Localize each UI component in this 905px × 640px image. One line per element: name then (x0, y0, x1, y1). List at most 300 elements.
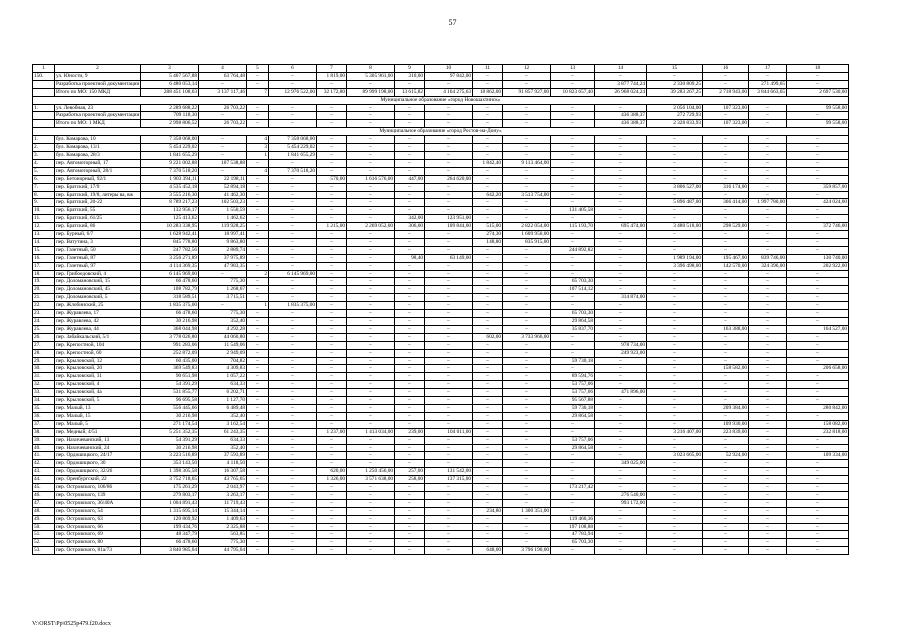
row-number-cell: 17. (33, 262, 55, 270)
value-cell: – (595, 175, 647, 183)
value-cell: – (347, 333, 395, 341)
value-cell: 3 162,54 (199, 420, 247, 428)
value-cell: 91 857 927,00 (503, 88, 551, 96)
value-cell: 30 216,98 (141, 444, 199, 452)
value-cell: – (317, 420, 347, 428)
table-row (33, 207, 849, 215)
value-cell: 15 344,14 (199, 507, 247, 515)
value-cell: 978 734,00 (595, 341, 647, 349)
value-cell: – (247, 286, 269, 294)
value-cell: – (347, 436, 395, 444)
value-cell: 372 746,00 (787, 223, 849, 231)
value-cell: – (269, 254, 317, 262)
value-cell: – (395, 144, 425, 152)
row-number-cell: 35. (33, 404, 55, 412)
row-number-cell: 43. (33, 468, 55, 476)
address-cell: пер. Бетонорный, 92/1 (55, 175, 141, 183)
value-cell: 5 305 961,00 (347, 72, 395, 80)
column-number: 15 (647, 65, 703, 73)
value-cell: 223 839,00 (703, 428, 749, 436)
row-number-cell: 32. (33, 381, 55, 389)
value-cell: – (703, 286, 749, 294)
value-cell: 369 549,83 (141, 365, 199, 373)
value-cell: – (749, 397, 787, 405)
row-number-cell: 28. (33, 349, 55, 357)
value-cell: – (595, 333, 647, 341)
value-cell: – (395, 341, 425, 349)
value-cell: – (749, 294, 787, 302)
value-cell: – (473, 151, 503, 159)
value-cell: – (647, 333, 703, 341)
row-number-cell: 51. (33, 531, 55, 539)
address-cell: пер. Газетный, 97 (55, 262, 141, 270)
value-cell: – (347, 444, 395, 452)
value-cell: – (503, 246, 551, 254)
value-cell: – (473, 270, 503, 278)
section-title: Муниципальное образование «город Ростов-на-Дону» (33, 128, 849, 136)
value-cell: – (503, 389, 551, 397)
value-cell: – (787, 539, 849, 547)
address-cell: пер. Ватутина, 3 (55, 238, 141, 246)
table-row (33, 310, 849, 318)
value-cell: 61 243,35 (199, 428, 247, 436)
value-cell: – (317, 444, 347, 452)
table-row (33, 484, 849, 492)
row-number-cell: 46. (33, 491, 55, 499)
value-cell: 63 149,00 (425, 254, 473, 262)
value-cell: – (269, 104, 317, 112)
address-cell: пер. Крыловской, 12 (55, 357, 141, 365)
section-header-row (33, 96, 849, 104)
value-cell: – (395, 412, 425, 420)
value-cell: – (551, 365, 595, 373)
value-cell: – (269, 523, 317, 531)
value-cell: – (247, 523, 269, 531)
value-cell: – (749, 491, 787, 499)
value-cell: – (787, 144, 849, 152)
value-cell: – (247, 491, 269, 499)
value-cell: 4 118,50 (199, 460, 247, 468)
value-cell: – (749, 436, 787, 444)
value-cell: – (269, 515, 317, 523)
value-cell: – (595, 420, 647, 428)
value-cell: – (551, 199, 595, 207)
value-cell: – (749, 159, 787, 167)
value-cell: – (425, 373, 473, 381)
value-cell: – (247, 381, 269, 389)
value-cell: 1 315 695,14 (141, 507, 199, 515)
value-cell: – (647, 215, 703, 223)
value-cell: – (787, 499, 849, 507)
value-cell: 44 795,04 (199, 547, 247, 555)
value-cell: – (395, 404, 425, 412)
value-cell: – (787, 238, 849, 246)
value-cell: 1 835 375,00 (269, 302, 317, 310)
value-cell: – (703, 531, 749, 539)
value-cell: – (395, 373, 425, 381)
value-cell: – (703, 318, 749, 326)
row-number-cell: 34. (33, 397, 55, 405)
value-cell: – (347, 80, 395, 88)
row-number-cell: 40. (33, 444, 55, 452)
value-cell: – (473, 318, 503, 326)
value-cell: 52 924,00 (703, 452, 749, 460)
value-cell: – (247, 515, 269, 523)
value-cell: 5 896 487,00 (647, 199, 703, 207)
value-cell: – (269, 491, 317, 499)
value-cell: 3 840 985,04 (141, 547, 199, 555)
value-cell: 107 323,00 (703, 104, 749, 112)
value-cell: – (269, 278, 317, 286)
value-cell: 53 757,06 (551, 436, 595, 444)
value-cell: – (647, 444, 703, 452)
value-cell: – (703, 159, 749, 167)
value-cell: – (269, 547, 317, 555)
value-cell: – (395, 310, 425, 318)
value-cell: – (317, 412, 347, 420)
value-cell: – (317, 373, 347, 381)
value-cell: 845 778,80 (141, 238, 199, 246)
value-cell: – (317, 531, 347, 539)
value-cell: 279 803,17 (141, 491, 199, 499)
value-cell: – (551, 215, 595, 223)
address-cell: пер. Островского, 36/40А (55, 499, 141, 507)
value-cell: 349 025,00 (595, 460, 647, 468)
table-row (33, 159, 849, 167)
value-cell: – (787, 460, 849, 468)
value-cell: – (647, 389, 703, 397)
value-cell: – (425, 80, 473, 88)
value-cell: – (787, 207, 849, 215)
value-cell: – (749, 373, 787, 381)
value-cell: – (395, 507, 425, 515)
value-cell: – (425, 412, 473, 420)
value-cell: – (317, 238, 347, 246)
column-number: 18 (787, 65, 849, 73)
value-cell: – (395, 246, 425, 254)
value-cell: – (247, 175, 269, 183)
value-cell: – (247, 294, 269, 302)
value-cell: 109 844,00 (425, 223, 473, 231)
value-cell: 272 729,93 (647, 112, 703, 120)
value-cell: 5 454 229,02 (141, 144, 199, 152)
table-row (33, 120, 849, 128)
value-cell: – (595, 397, 647, 405)
value-cell: 107 323,00 (703, 120, 749, 128)
column-number: 10 (425, 65, 473, 73)
value-cell: 29 864,58 (551, 412, 595, 420)
value-cell: – (595, 286, 647, 294)
row-number-cell: 39. (33, 436, 55, 444)
row-number-cell: 18. (33, 270, 55, 278)
value-cell: – (503, 404, 551, 412)
value-cell: – (551, 183, 595, 191)
address-cell: пер. Жлобинский, 25 (55, 302, 141, 310)
row-number-cell: 7. (33, 183, 55, 191)
value-cell: – (269, 159, 317, 167)
value-cell: – (347, 246, 395, 254)
value-cell: – (247, 318, 269, 326)
value-cell: 1 550,59 (199, 207, 247, 215)
value-cell: – (317, 404, 347, 412)
value-cell: 99 558,00 (787, 120, 849, 128)
value-cell: – (703, 238, 749, 246)
value-cell: – (595, 144, 647, 152)
row-number-cell: 41. (33, 452, 55, 460)
value-cell: – (595, 507, 647, 515)
value-cell: – (395, 294, 425, 302)
value-cell: 436 388,37 (595, 120, 647, 128)
value-cell: 5 454 229,02 (269, 144, 317, 152)
value-cell: 6 480 053,14 (141, 80, 199, 88)
value-cell: 60 435,00 (141, 357, 199, 365)
value-cell: – (595, 547, 647, 555)
value-cell: 108 782,79 (141, 286, 199, 294)
row-number-cell: 37. (33, 420, 55, 428)
value-cell: – (395, 262, 425, 270)
value-cell: – (247, 341, 269, 349)
value-cell: 839 746,00 (749, 254, 787, 262)
value-cell: 1 004 891,43 (141, 499, 199, 507)
table-row (33, 531, 849, 539)
value-cell: – (787, 476, 849, 484)
row-number-cell: 4. (33, 159, 55, 167)
value-cell: 247 782,56 (141, 246, 199, 254)
table-row (33, 112, 849, 120)
address-cell: пер. Нахичеванский, 13 (55, 436, 141, 444)
value-cell: – (749, 151, 787, 159)
value-cell: – (425, 278, 473, 286)
value-cell: – (317, 318, 347, 326)
row-number-cell: 49. (33, 515, 55, 523)
value-cell: – (395, 278, 425, 286)
value-cell: – (347, 215, 395, 223)
value-cell: – (347, 159, 395, 167)
value-cell: 2 289 688,22 (141, 104, 199, 112)
value-cell: – (595, 428, 647, 436)
address-cell: пер. Грибоедовский, 4 (55, 270, 141, 278)
value-cell: – (247, 499, 269, 507)
address-cell: пер. Островского, 81а/73 (55, 547, 141, 555)
value-cell: – (247, 310, 269, 318)
value-cell: – (503, 397, 551, 405)
value-cell: – (347, 539, 395, 547)
value-cell: – (703, 167, 749, 175)
value-cell: – (269, 333, 317, 341)
value-cell: – (317, 254, 347, 262)
table-row (33, 231, 849, 239)
address-cell: бул. Комарова, 10 (55, 136, 141, 144)
value-cell: 352,40 (199, 412, 247, 420)
value-cell: – (425, 523, 473, 531)
value-cell: – (749, 444, 787, 452)
value-cell: – (703, 444, 749, 452)
value-cell: – (425, 294, 473, 302)
value-cell: – (787, 294, 849, 302)
value-cell: 9 221 002,88 (141, 159, 199, 167)
value-cell: 1 616 576,00 (347, 175, 395, 183)
value-cell: – (269, 80, 317, 88)
value-cell: – (317, 159, 347, 167)
value-cell: 1 300 351,00 (503, 507, 551, 515)
value-cell: – (503, 302, 551, 310)
value-cell: – (473, 539, 503, 547)
value-cell: – (749, 310, 787, 318)
address-cell: пер. Братский, 17/9 (55, 183, 141, 191)
value-cell: – (551, 452, 595, 460)
value-cell: – (247, 238, 269, 246)
value-cell: 835 915,00 (503, 238, 551, 246)
value-cell: – (247, 72, 269, 80)
address-cell: пер. Ордошицкого, 24/17 (55, 452, 141, 460)
value-cell: – (503, 531, 551, 539)
value-cell: 3 256 271,89 (141, 254, 199, 262)
value-cell: – (647, 436, 703, 444)
value-cell: – (703, 215, 749, 223)
value-cell: – (787, 412, 849, 420)
value-cell: 52 894,18 (199, 183, 247, 191)
value-cell: – (473, 373, 503, 381)
value-cell: – (703, 547, 749, 555)
value-cell: 131 405,58 (551, 207, 595, 215)
value-cell: – (703, 349, 749, 357)
value-cell: 3 844 663,65 (749, 88, 787, 96)
value-cell: – (473, 452, 503, 460)
value-cell: – (503, 341, 551, 349)
value-cell: – (317, 310, 347, 318)
value-cell: – (473, 112, 503, 120)
value-cell: – (317, 349, 347, 357)
value-cell: – (247, 104, 269, 112)
value-cell: 173 217,42 (551, 484, 595, 492)
address-cell: пер. Малый, 13 (55, 404, 141, 412)
value-cell: – (317, 389, 347, 397)
table-row (33, 397, 849, 405)
value-cell: – (503, 523, 551, 531)
address-cell: Итого по МО: 150 МКД (55, 88, 141, 96)
value-cell: 1 057,22 (199, 373, 247, 381)
value-cell: 96 695,58 (141, 397, 199, 405)
value-cell: – (269, 238, 317, 246)
value-cell: – (199, 112, 247, 120)
value-cell: – (703, 333, 749, 341)
value-cell: – (703, 144, 749, 152)
value-cell: – (347, 499, 395, 507)
value-cell: – (703, 460, 749, 468)
value-cell: – (647, 167, 703, 175)
value-cell: – (247, 397, 269, 405)
value-cell: – (647, 381, 703, 389)
row-number-cell: 16. (33, 254, 55, 262)
value-cell: 22 198,11 (199, 175, 247, 183)
value-cell: – (551, 341, 595, 349)
table-row (33, 499, 849, 507)
value-cell: – (395, 460, 425, 468)
value-cell: – (503, 412, 551, 420)
row-number-cell: 14. (33, 238, 55, 246)
value-cell: – (749, 183, 787, 191)
value-cell: – (395, 159, 425, 167)
row-number-cell: 3. (33, 151, 55, 159)
value-cell: – (647, 412, 703, 420)
table-row (33, 341, 849, 349)
value-cell: 102 503,23 (199, 199, 247, 207)
address-cell: ул. Юности, 9 (55, 72, 141, 80)
value-cell: 197 108,88 (551, 523, 595, 531)
value-cell: – (473, 215, 503, 223)
value-cell: 1 250 456,00 (347, 468, 395, 476)
value-cell: – (425, 452, 473, 460)
row-number-cell: 12. (33, 223, 55, 231)
value-cell: – (787, 515, 849, 523)
value-cell: – (317, 499, 347, 507)
value-cell: 44 060,80 (199, 333, 247, 341)
address-cell: пер. Крыловской, 20 (55, 365, 141, 373)
value-cell: – (395, 531, 425, 539)
value-cell: 1 215,00 (317, 223, 347, 231)
value-cell: – (247, 80, 269, 88)
address-cell: пер. Забайкальский, 5/1 (55, 333, 141, 341)
value-cell: 59 730,18 (551, 404, 595, 412)
value-cell: – (703, 491, 749, 499)
value-cell: 993 172,00 (595, 499, 647, 507)
value-cell: – (269, 325, 317, 333)
value-cell: 202 922,00 (787, 262, 849, 270)
value-cell: – (247, 420, 269, 428)
value-cell: 695 474,00 (595, 223, 647, 231)
value-cell: – (595, 468, 647, 476)
value-cell: – (347, 294, 395, 302)
table-row (33, 104, 849, 112)
row-number-cell: 47. (33, 499, 55, 507)
column-number: 5 (247, 65, 269, 73)
value-cell: – (703, 151, 749, 159)
value-cell: – (347, 389, 395, 397)
value-cell: – (425, 539, 473, 547)
value-cell: 1 989 194,00 (647, 254, 703, 262)
value-cell: 3 796 190,00 (503, 547, 551, 555)
value-cell: – (269, 484, 317, 492)
value-cell: – (787, 436, 849, 444)
row-number-cell (33, 88, 55, 96)
value-cell: – (395, 318, 425, 326)
table-row (33, 72, 849, 80)
value-cell: – (199, 167, 247, 175)
value-cell: – (347, 397, 395, 405)
value-cell: – (425, 120, 473, 128)
value-cell: 30 216,98 (141, 412, 199, 420)
value-cell: 53 757,06 (551, 381, 595, 389)
address-cell: пер. Крепостной, 104 (55, 341, 141, 349)
value-cell: – (503, 476, 551, 484)
value-cell: – (647, 325, 703, 333)
value-cell: 13 615,82 (395, 88, 425, 96)
value-cell: 252 872,09 (141, 349, 199, 357)
value-cell: – (503, 325, 551, 333)
value-cell: – (595, 207, 647, 215)
value-cell: – (425, 420, 473, 428)
value-cell: 37 593,89 (199, 452, 247, 460)
address-cell: пер. Журавлева, 17 (55, 310, 141, 318)
value-cell: – (425, 104, 473, 112)
value-cell: – (595, 231, 647, 239)
value-cell: 366 414,00 (703, 199, 749, 207)
value-cell: 163 388,00 (703, 325, 749, 333)
value-cell: – (317, 436, 347, 444)
value-cell: – (473, 286, 503, 294)
value-cell: 107 538,88 (199, 159, 247, 167)
value-cell: – (269, 476, 317, 484)
